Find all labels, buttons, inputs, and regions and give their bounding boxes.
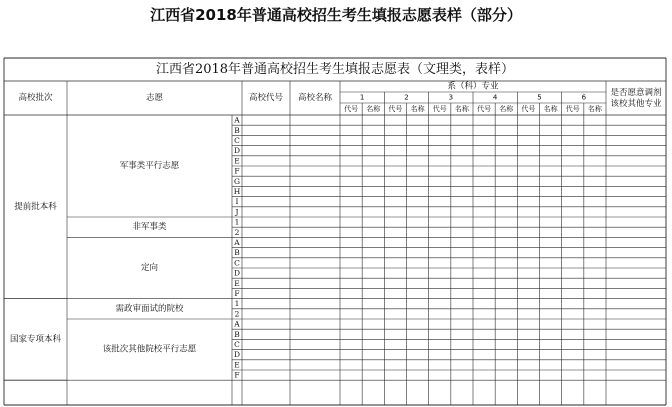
choice-letter: F [234, 370, 240, 380]
batch-header: 高校批次 [18, 93, 53, 103]
major-number-2: 2 [404, 93, 409, 102]
choice-letter: 1 [234, 299, 240, 309]
choice-letter: E [234, 156, 240, 166]
major-number-1: 1 [359, 93, 365, 102]
form-caption: 江西省2018年普通高校招生考生填报志愿表（文理类，表样） [155, 62, 515, 77]
major-number-4: 4 [492, 93, 498, 102]
choice-group-label: 该批次其他院校平行志愿 [102, 344, 197, 355]
major-name-label: 名称 [543, 105, 558, 113]
choice-letter: D [233, 146, 241, 156]
choice-group-label: 军事类平行志愿 [119, 161, 180, 171]
choice-letter: C [234, 136, 240, 145]
choice-letter: F [234, 289, 240, 298]
major-code-label: 代号 [521, 105, 536, 113]
choice-letter: E [234, 360, 240, 370]
choice-letter: C [234, 258, 240, 268]
choice-letter: D [233, 268, 241, 278]
batch-label: 国家专项本科 [9, 334, 62, 345]
choice-letter: A [234, 115, 240, 125]
major-number-6: 6 [581, 93, 587, 102]
choice-group-label: 需政审面试的院校 [115, 303, 184, 314]
choice-letter: H [233, 187, 241, 196]
choice-group-label: 定向 [140, 263, 159, 273]
choice-group-label: 非军事类 [132, 222, 167, 233]
choice-letter: A [234, 319, 240, 329]
major-group-header: 系（科）专业 [447, 81, 499, 92]
choice-letter: B [234, 248, 240, 258]
choice-letter: 2 [234, 227, 240, 237]
adjust-header-line2: 该校其他专业 [610, 99, 662, 109]
choice-letter: B [234, 125, 240, 135]
major-code-label: 代号 [388, 105, 403, 113]
major-code-label: 代号 [477, 105, 492, 113]
choice-header: 志愿 [145, 93, 164, 103]
school-code-header: 高校代号 [248, 93, 284, 103]
major-number-3: 3 [448, 93, 454, 102]
choice-letter: I [235, 197, 239, 207]
major-number-5: 5 [537, 93, 542, 102]
choice-letter: B [234, 329, 240, 339]
major-name-label: 名称 [454, 105, 469, 113]
choice-letter: A [234, 238, 240, 247]
choice-letter: E [234, 278, 240, 288]
major-name-label: 名称 [366, 105, 381, 113]
table-text [10, 61, 662, 380]
batch-label: 提前批本科 [14, 201, 57, 212]
major-name-label: 名称 [587, 105, 602, 113]
major-code-label: 代号 [432, 105, 447, 113]
adjust-header-line1: 是否愿意调剂 [610, 88, 662, 98]
major-code-label: 代号 [344, 105, 359, 113]
choice-letter: D [233, 350, 241, 360]
major-code-label: 代号 [565, 105, 580, 113]
choice-letter: 2 [234, 309, 240, 319]
page-title: 江西省2018年普通高校招生考生填报志愿表样（部分） [150, 6, 522, 24]
choice-letter: G [234, 176, 240, 186]
choice-letter: 1 [234, 217, 240, 227]
school-name-header: 高校名称 [297, 93, 333, 103]
choice-letter: F [234, 166, 240, 176]
major-name-label: 名称 [499, 105, 514, 113]
choice-letter: J [235, 207, 239, 217]
choice-letter: C [234, 340, 240, 349]
major-name-label: 名称 [410, 105, 425, 113]
